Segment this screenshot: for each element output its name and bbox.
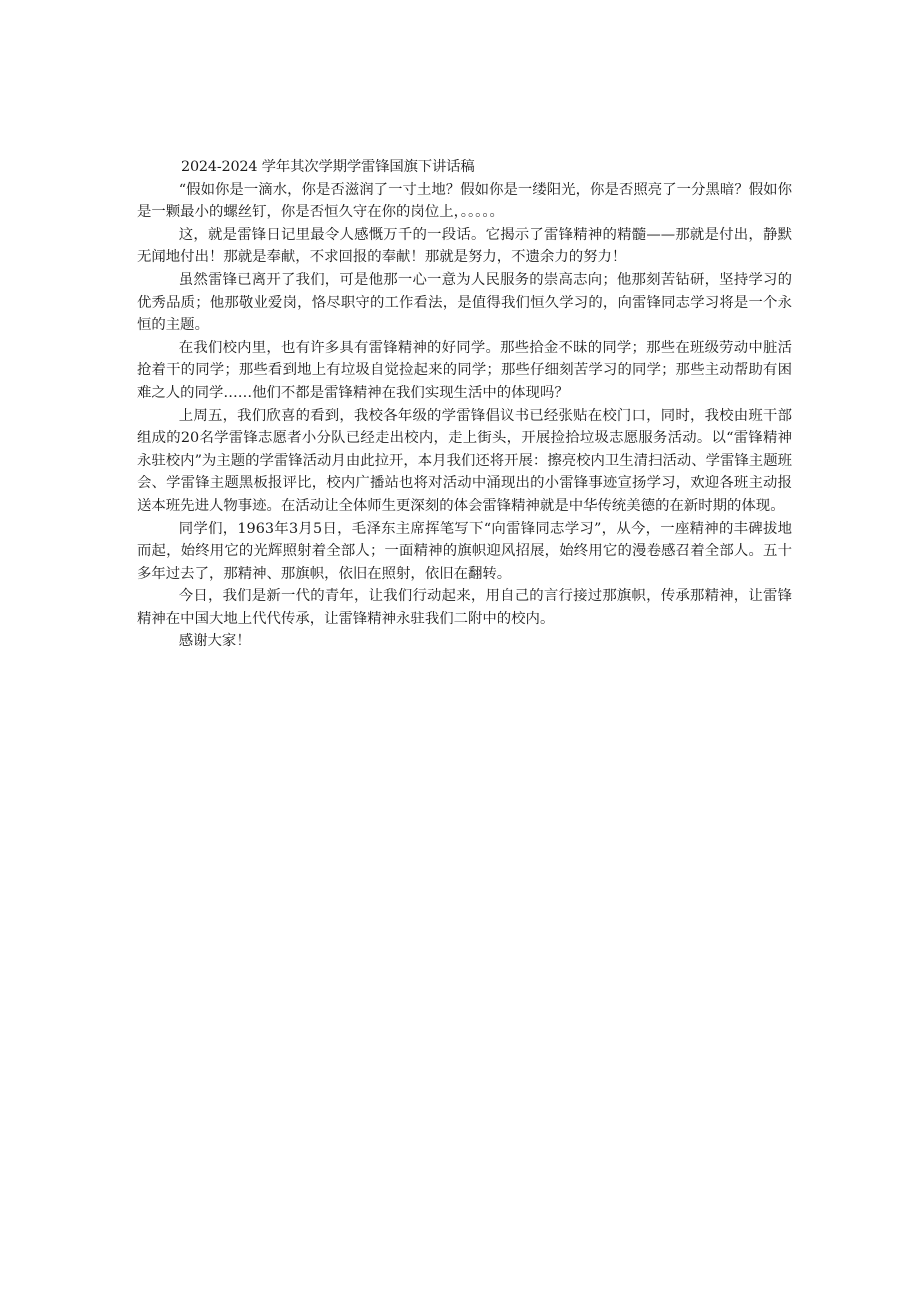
speech-body [137,156,792,653]
paragraph-classmates: 在我们校内里，也有许多具有雷锋精神的好同学。那些拾金不昧的同学；那些在班级劳动中脏活抢着干的同学；那些看到地上有垃圾自觉捡起来的同学；那些仔细刻苦学习的同学；那些主动帮助有困难之人的同学……他们不都是雷锋精神在我们实现生活中的体现吗？ [137,339,792,401]
paragraph-history: 同学们，1963年3月5日，毛泽东主席挥笔写下“向雷锋同志学习”，从今，一座精神的丰碑拔地而起，始终用它的光辉照射着全部人；一面精神的旗帜迎风招展，始终用它的漫卷感召着全部人。五十多年过去了，那精神、那旗帜，依旧在照射，依旧在翻转。 [137,520,792,582]
paragraph-call-to-action: 今日，我们是新一代的青年，让我们行动起来，用自己的言行接过那旗帜，传承那精神，让雷锋精神在中国大地上代代传承，让雷锋精神永驻我们二附中的校内。 [137,588,792,627]
paragraph-quote: “假如你是一滴水，你是否滋润了一寸土地？假如你是一缕阳光，你是否照亮了一分黑暗？假如你是一颗最小的螺丝钉，你是否恒久守在你的岗位上，。。。。。 [137,181,792,221]
paragraph-thanks: 感谢大家！ [178,633,251,650]
paragraph-learning: 虽然雷锋已离开了我们，可是他那一心一意为人民服务的崇高志向；他那刻苦钻研，坚持学习的优秀品质；他那敬业爱岗，恪尽职守的工作看法，是值得我们恒久学习的，向雷锋同志学习将是一个永恒的主题。 [137,271,792,334]
paragraph-essence: 这，就是雷锋日记里最令人感慨万千的一段话。它揭示了雷锋精神的精髓——那就是付出，静默无闻地付出！那就是奉献，不求回报的奉献！那就是努力，不遗余力的努力！ [137,226,792,266]
document-title: 2024-2024 学年其次学期学雷锋国旗下讲话稿 [181,159,475,175]
paragraph-activities: 上周五，我们欣喜的看到，我校各年级的学雷锋倡议书已经张贴在校门口，同时，我校由班干部组成的20名学雷锋志愿者小分队已经走出校内，走上街头，开展捡拾垃圾志愿服务活动。以“雷锋精神永驻校内”为主题的学雷锋活动月由此拉开，本月我们还将开展：擦亮校内卫生清扫活动、学雷锋主题班会、学雷锋主题黑板报评比，校内广播站也将对活动中涌现出的小雷锋事迹宣扬学习，欢迎各班主动报送本班先进人物事迹。在活动让全体师生更深刻的体会雷锋精神就是中华传统美德的在新时期的体现。 [137,407,792,514]
